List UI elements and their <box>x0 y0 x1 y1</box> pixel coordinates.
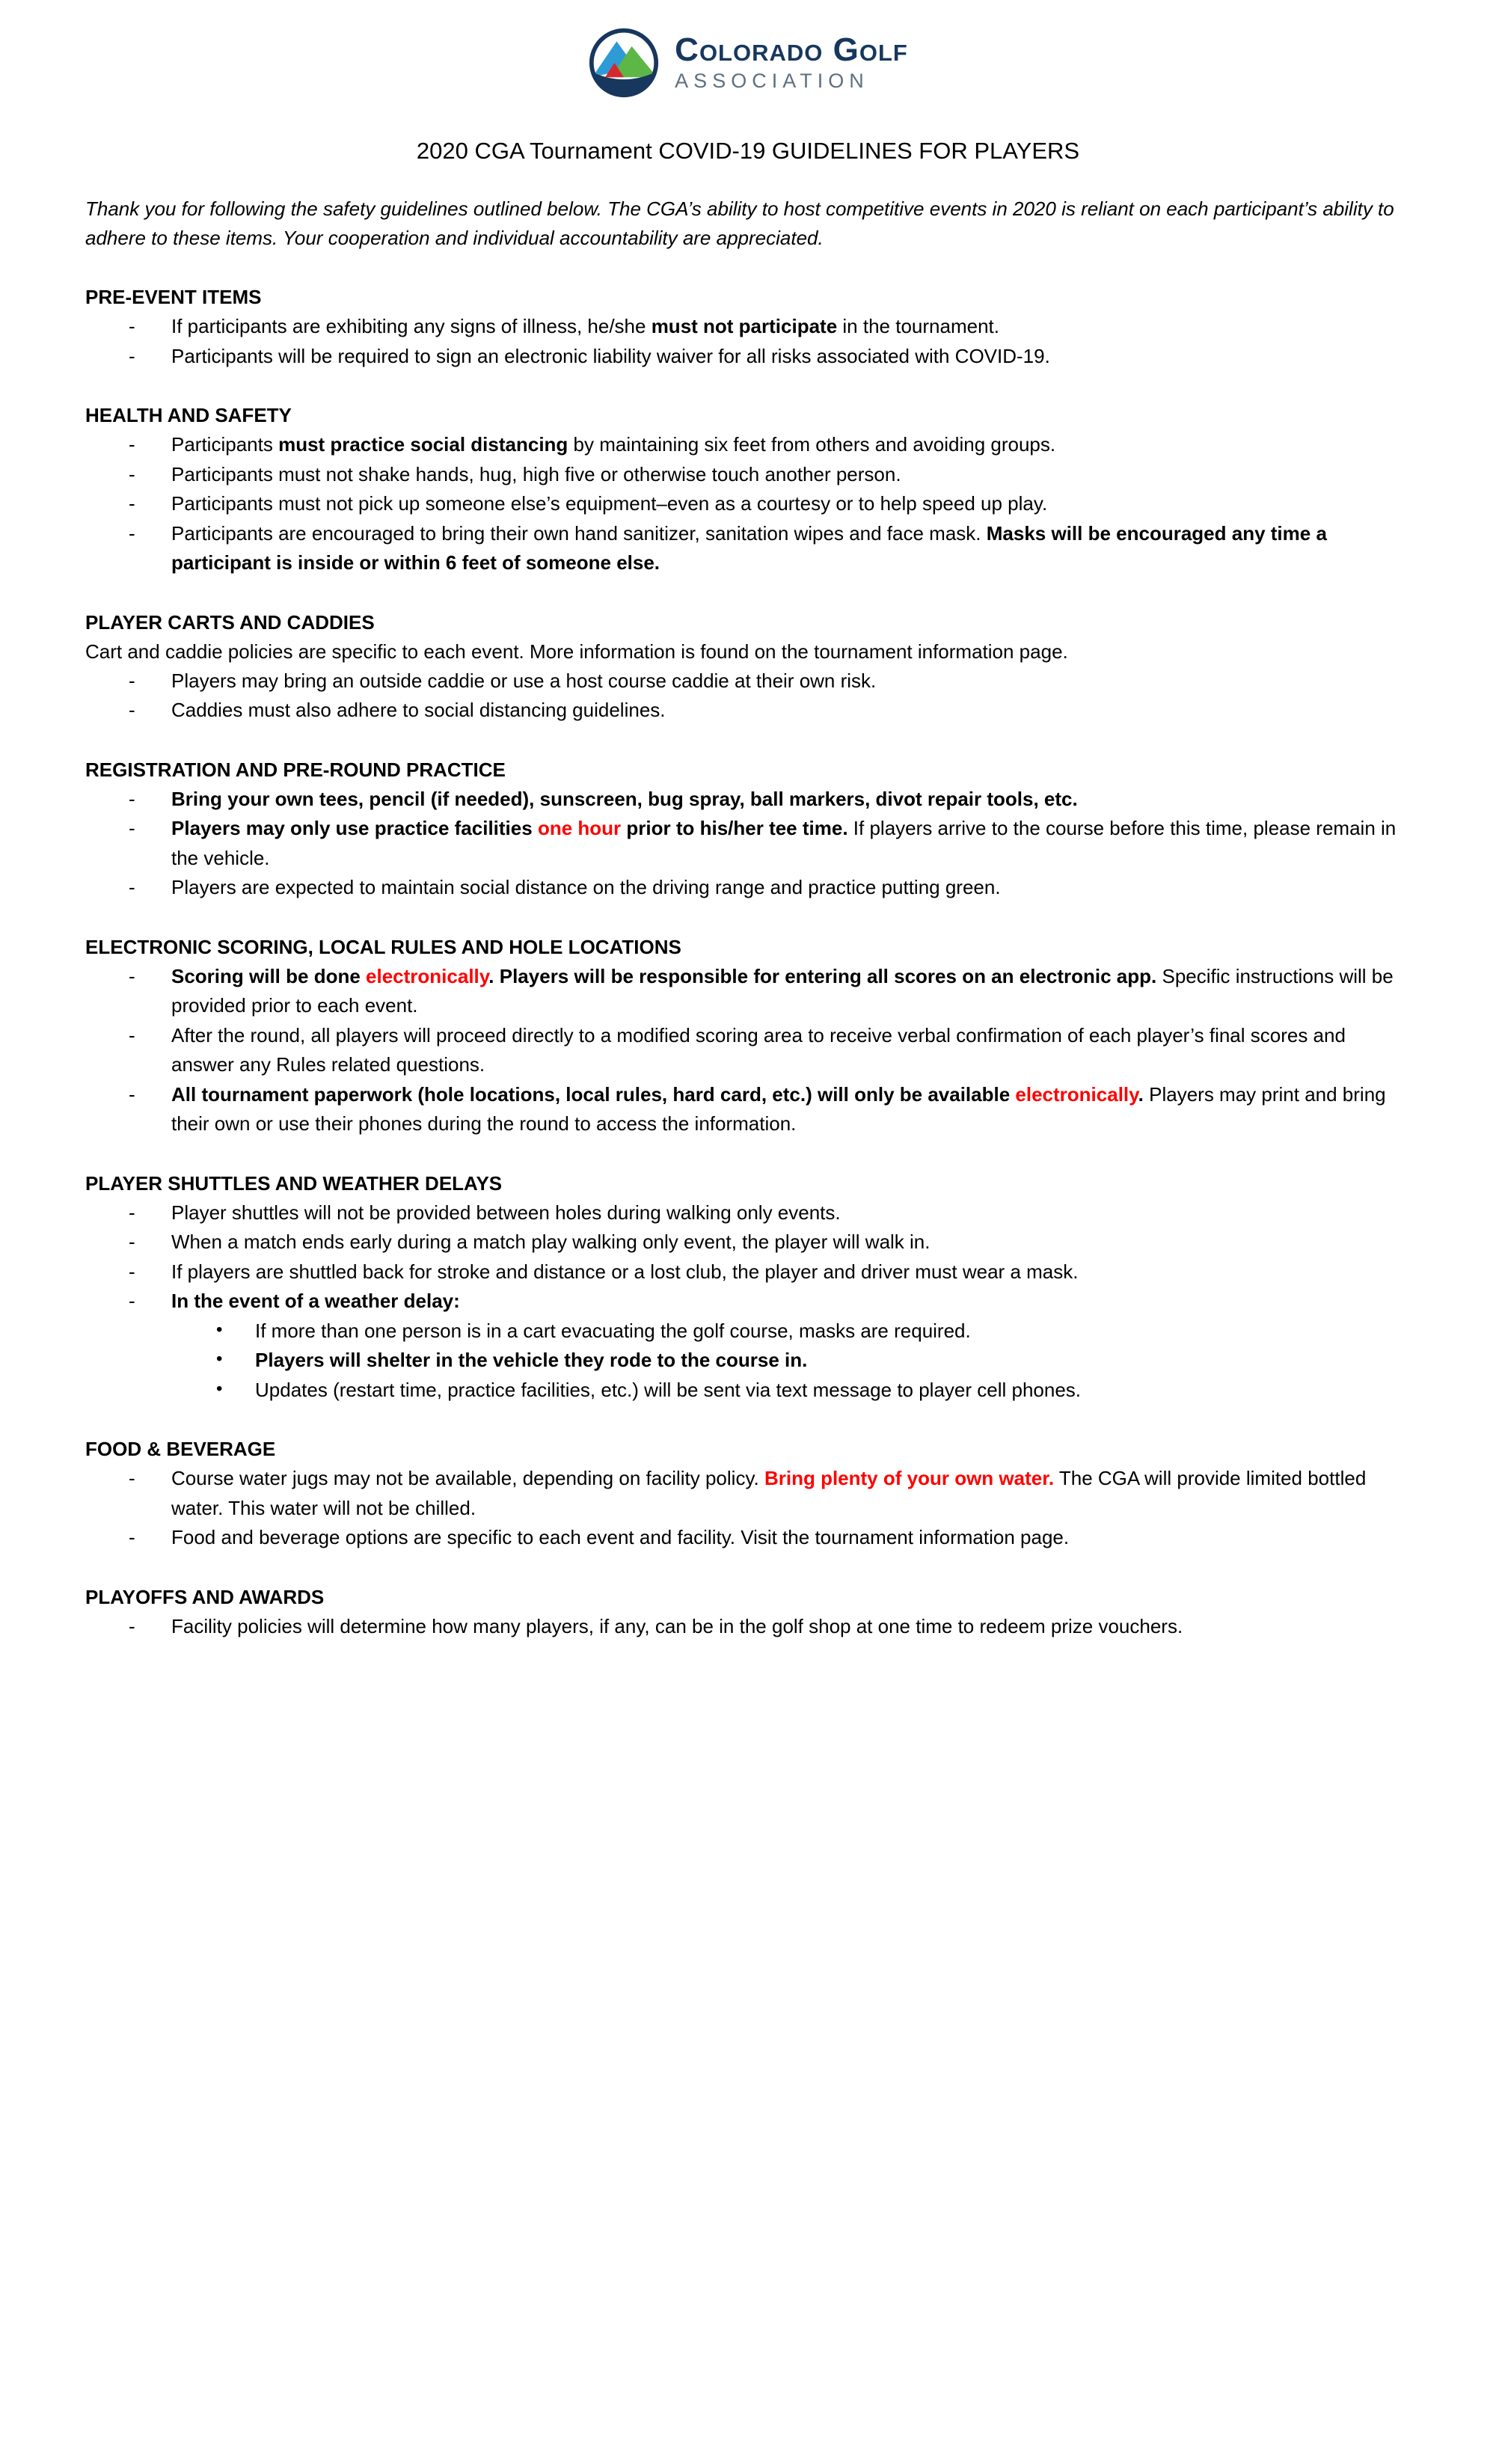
plain-text: Facility policies will determine how many players, if any, can be in the golf shop at one time to redeem prize vouchers. <box>171 1614 1183 1637</box>
section <box>85 1169 1411 1406</box>
dash-bullet: - <box>129 344 135 367</box>
list-item-text <box>171 312 1411 342</box>
red-emphasis-text: one hour <box>537 817 622 840</box>
dash-bullet: - <box>129 964 135 987</box>
list-item-text <box>171 342 1411 372</box>
section <box>85 1583 1411 1642</box>
dash-bullet: - <box>129 1614 135 1637</box>
plain-text: Caddies must also adhere to social distancing guidelines. <box>171 699 666 722</box>
list-item <box>85 1376 1411 1406</box>
bold-text: must not participate <box>651 315 838 337</box>
list-item-text <box>171 1021 1411 1080</box>
plain-text: If participants are exhibiting any signs of illness, he/she <box>171 315 652 337</box>
bold-text: must practice social distancing <box>278 433 568 456</box>
section <box>85 756 1411 903</box>
cga-logo-text <box>675 33 908 93</box>
list-item-text <box>255 1346 1411 1376</box>
list-item <box>85 489 1411 519</box>
dash-bullet: - <box>129 1201 135 1224</box>
list-item <box>85 814 1411 873</box>
logo-name: Colorado Golf <box>675 31 908 68</box>
list-item <box>85 1080 1411 1139</box>
list-item <box>85 342 1411 372</box>
intro-paragraph: Thank you for following the safety guidelines outlined below. The CGA’s ability to host competitive events in 2020 is reliant on each participant’s ability to adhere to these items. Your cooperation and individual accountability are appreciated. <box>85 197 1394 249</box>
plain-text: If players arrive to the course before this time, please remain in the vehicle. <box>171 817 1397 869</box>
list-item-text <box>171 1612 1411 1642</box>
bold-text: . <box>1138 1082 1144 1106</box>
bold-text: Players will shelter in the vehicle they rode to the course in. <box>255 1349 808 1372</box>
page-title: 2020 CGA Tournament COVID-19 GUIDELINES FOR PLAYERS <box>416 138 1080 164</box>
section-heading: REGISTRATION AND PRE-ROUND PRACTICE <box>85 758 506 781</box>
dot-bullet: • <box>216 1349 223 1370</box>
plain-text: After the round, all players will proceed directly to a modified scoring area to receive verbal confirmation of each player’s final scores and answer any Rules related questions. <box>171 1023 1346 1076</box>
bold-text: Bring your own tees, pencil (if needed), sunscreen, bug spray, ball markers, divot repair tools, etc. <box>171 787 1078 810</box>
plain-text: Updates (restart time, practice facilities, etc.) will be sent via text message to player cell phones. <box>255 1378 1082 1401</box>
dot-bullet: • <box>216 1378 223 1399</box>
plain-text: by maintaining six feet from others and avoiding groups. <box>568 433 1056 456</box>
list-item <box>85 1228 1411 1257</box>
dash-bullet: - <box>129 1023 135 1046</box>
section-heading: PRE-EVENT ITEMS <box>85 286 262 308</box>
section <box>85 933 1411 1139</box>
plain-text: Player shuttles will not be provided between holes during walking only events. <box>171 1201 841 1224</box>
list-item-text <box>171 460 1411 490</box>
list-item-text <box>171 696 1411 726</box>
plain-text: in the tournament. <box>837 315 999 337</box>
logo-subname: ASSOCIATION <box>675 70 869 93</box>
bold-text: prior to his/her tee time. <box>621 817 848 840</box>
list-item-text <box>171 962 1411 1021</box>
list-item <box>85 1346 1411 1376</box>
bold-text: Players may only use practice facilities <box>171 817 538 840</box>
red-emphasis-text: electronically <box>1015 1082 1138 1106</box>
list-item <box>85 1198 1411 1228</box>
mountain-circle-icon <box>588 27 660 99</box>
dash-bullet: - <box>129 433 135 456</box>
bold-text: Masks will be encouraged any time a participant is inside or within 6 feet of someone else. <box>171 521 1327 574</box>
plain-text: When a match ends early during a match play walking only event, the player will walk in. <box>171 1231 931 1254</box>
plain-text: Participants must not shake hands, hug, high five or otherwise touch another person. <box>171 462 901 485</box>
list-item <box>85 785 1411 815</box>
section-heading: PLAYER SHUTTLES AND WEATHER DELAYS <box>85 1171 503 1195</box>
section <box>85 401 1411 578</box>
list-item-text <box>255 1376 1411 1406</box>
plain-text: Specific instructions will be provided prior to each event. <box>171 964 1394 1017</box>
plain-text: If players are shuttled back for stroke and distance or a lost club, the player and driver must wear a mask. <box>171 1260 1079 1283</box>
list-item <box>85 696 1411 726</box>
dash-bullet: - <box>129 787 135 810</box>
dash-bullet: - <box>129 1467 135 1490</box>
plain-text: Participants are encouraged to bring their own hand sanitizer, sanitation wipes and face mask. <box>171 521 987 545</box>
list-item-text <box>171 489 1411 519</box>
bold-text: All tournament paperwork (hole locations, local rules, hard card, etc.) will only be available <box>171 1082 1016 1106</box>
list-item-text <box>171 1080 1411 1139</box>
dash-bullet: - <box>129 315 135 337</box>
section <box>85 1435 1411 1553</box>
dot-bullet: • <box>216 1319 223 1340</box>
plain-text: Participants will be required to sign an electronic liability waiver for all risks associated with COVID-19. <box>171 344 1050 367</box>
list-item <box>85 1021 1411 1080</box>
section-heading: ELECTRONIC SCORING, LOCAL RULES AND HOLE LOCATIONS <box>85 935 681 958</box>
list-item-text <box>171 666 1411 696</box>
list-item <box>85 873 1411 903</box>
list-item <box>85 430 1411 460</box>
list-item-text <box>255 1317 1411 1346</box>
plain-text: Course water jugs may not be available, depending on facility policy. <box>171 1467 764 1490</box>
section-lead: Cart and caddie policies are specific to each event. More information is found on the tournament information page. <box>85 640 1068 663</box>
dash-bullet: - <box>129 817 135 840</box>
list-item <box>85 1612 1411 1642</box>
list-item-text <box>171 1523 1411 1553</box>
plain-text: Players may bring an outside caddie or use a host course caddie at their own risk. <box>171 669 877 692</box>
plain-text: Participants must not pick up someone else’s equipment–even as a courtesy or to help speed up play. <box>171 492 1048 515</box>
dash-bullet: - <box>129 1082 135 1106</box>
list-item <box>85 519 1411 578</box>
plain-text: The CGA will provide limited bottled water. This water will not be chilled. <box>171 1467 1367 1519</box>
list-item-text <box>171 519 1411 578</box>
plain-text: Players are expected to maintain social distance on the driving range and practice putting green. <box>171 876 1001 899</box>
section <box>85 283 1411 371</box>
dash-bullet: - <box>129 669 135 692</box>
red-emphasis-text: electronically <box>366 964 489 987</box>
list-item-text <box>171 1198 1411 1228</box>
list-item-text <box>171 873 1411 903</box>
list-item <box>85 666 1411 696</box>
list-item-text <box>171 1257 1411 1287</box>
list-item <box>85 1287 1411 1317</box>
list-item <box>85 460 1411 490</box>
list-item-text <box>171 1464 1411 1523</box>
section-heading: FOOD & BEVERAGE <box>85 1438 276 1461</box>
plain-text: Food and beverage options are specific to each event and facility. Visit the tournament information page. <box>171 1526 1070 1549</box>
list-item <box>85 962 1411 1021</box>
plain-text: Players may print and bring their own or use their phones during the round to access the information. <box>171 1082 1386 1136</box>
dash-bullet: - <box>129 521 135 545</box>
bold-text: . Players will be responsible for entering all scores on an electronic app. <box>488 964 1157 987</box>
bold-text: Scoring will be done <box>171 964 367 987</box>
list-item-text <box>171 1287 1411 1317</box>
cga-logo-icon <box>588 27 660 99</box>
dash-bullet: - <box>129 492 135 515</box>
dash-bullet: - <box>129 1260 135 1283</box>
dash-bullet: - <box>129 699 135 722</box>
plain-text: If more than one person is in a cart evacuating the golf course, masks are required. <box>255 1319 971 1342</box>
list-item-text <box>171 430 1411 460</box>
bold-text: In the event of a weather delay: <box>171 1290 460 1313</box>
list-item <box>85 1257 1411 1287</box>
red-emphasis-text: Bring plenty of your own water. <box>764 1467 1055 1490</box>
section <box>85 608 1411 726</box>
list-item <box>85 1317 1411 1346</box>
dash-bullet: - <box>129 876 135 899</box>
dash-bullet: - <box>129 1231 135 1254</box>
dash-bullet: - <box>129 462 135 485</box>
list-item-text <box>171 1228 1411 1257</box>
sections <box>85 283 1411 1641</box>
section-heading: PLAYOFFS AND AWARDS <box>85 1585 325 1608</box>
list-item-text <box>171 785 1411 815</box>
list-item <box>85 1464 1411 1523</box>
list-item <box>85 1523 1411 1553</box>
dash-bullet: - <box>129 1290 135 1313</box>
plain-text: Participants <box>171 433 279 456</box>
section-heading: HEALTH AND SAFETY <box>85 404 292 427</box>
cga-logo <box>85 27 1411 99</box>
dash-bullet: - <box>129 1526 135 1549</box>
section-heading: PLAYER CARTS AND CADDIES <box>85 610 375 634</box>
list-item-text <box>171 814 1411 873</box>
list-item <box>85 312 1411 342</box>
